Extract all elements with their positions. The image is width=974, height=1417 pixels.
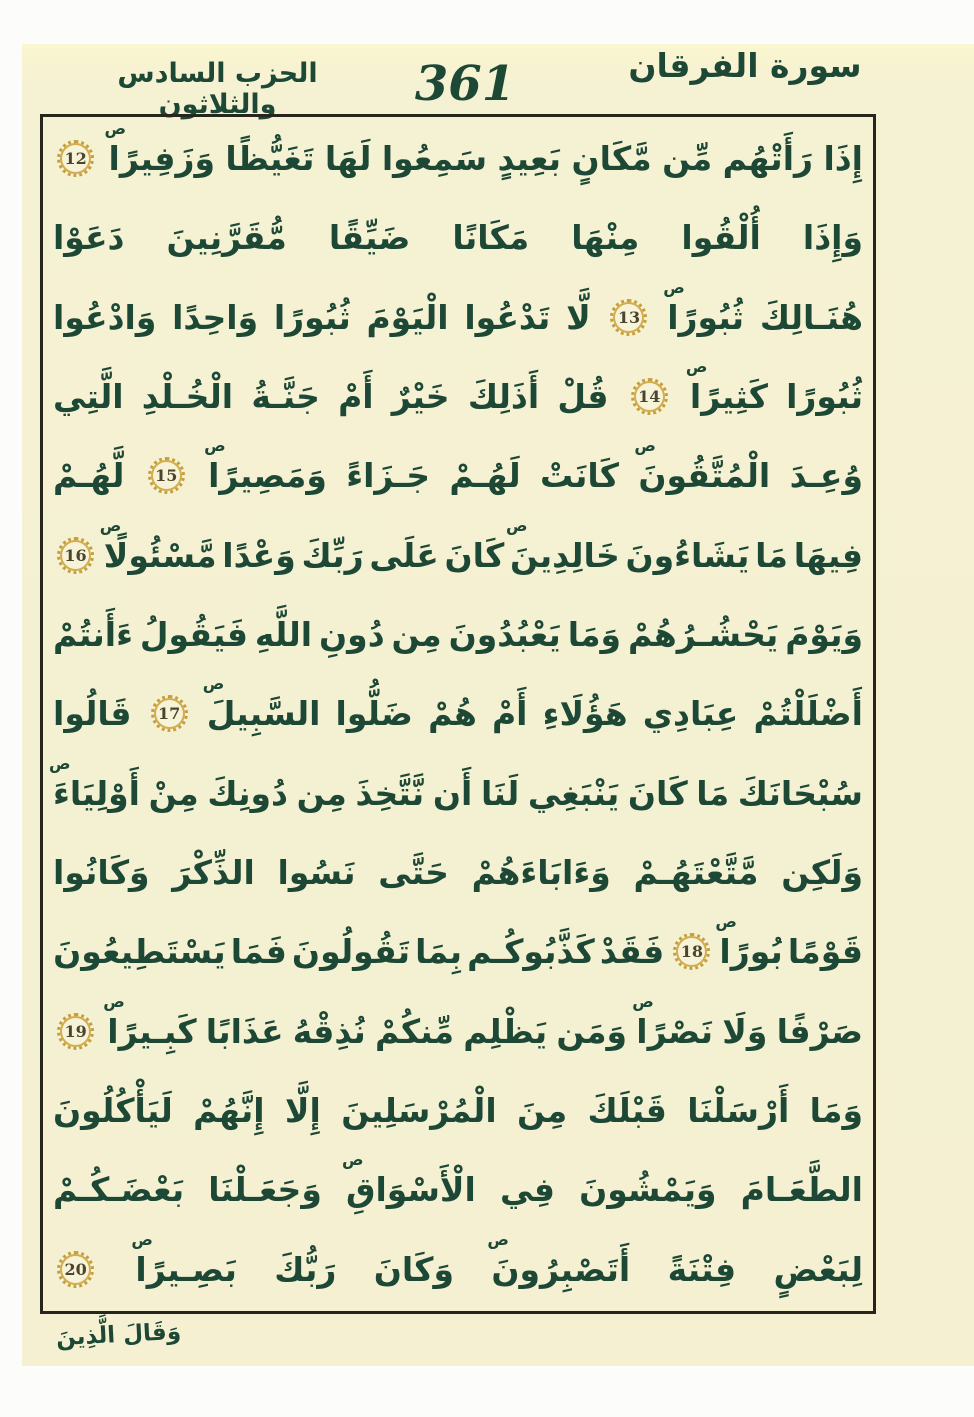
quran-word: لَّهُـمْ <box>53 456 125 496</box>
waqf-sad-mark: ص <box>685 357 708 377</box>
quran-word: وَإِذَا <box>802 218 863 258</box>
quran-word: وَاحِدًا <box>172 297 259 337</box>
quran-word: قُلْ <box>557 377 609 417</box>
quran-word: مُّقَرَّنِينَ <box>166 218 287 258</box>
quran-line <box>53 119 863 198</box>
quran-word: تَغَيُّظًا <box>225 139 315 179</box>
quran-word: وَءَابَاءَهُمْ <box>471 852 611 892</box>
quran-line <box>53 436 863 515</box>
quran-word: بِمَا <box>415 932 462 972</box>
verse-number-marker: 14 <box>631 378 668 415</box>
quran-word: عَذَابًا <box>205 1011 284 1051</box>
quran-word: الطَّعَـامَ <box>740 1170 863 1210</box>
quran-word: الْمُتَّقُونَ ص <box>634 436 771 496</box>
quran-word: مِّنكُمْ <box>375 1011 455 1051</box>
quran-word: إِذَا <box>823 139 863 179</box>
quran-word: لَهُـمْ <box>449 456 521 496</box>
quran-word: الْمُرْسَلِينَ <box>341 1090 497 1130</box>
quran-word: أُلْقُوا <box>681 218 761 258</box>
quran-word: وَيَوْمَ <box>785 615 863 654</box>
quran-word: مَّتَّعْتَهُـمْ <box>633 852 759 892</box>
verse-number-marker: 13 <box>610 299 647 336</box>
quran-word: لَهَا <box>324 139 372 179</box>
quran-word: مَكَانًا <box>452 218 530 258</box>
quran-word: قَبْلَكَ <box>587 1090 667 1130</box>
waqf-sad-mark: ص <box>506 515 528 535</box>
quran-word: عَلَى <box>369 535 439 575</box>
quran-word: السَّبِيلَ ص <box>202 674 321 734</box>
quran-word: وَلَكِن <box>781 852 863 892</box>
quran-word: مَا <box>755 535 788 575</box>
quran-line <box>53 1071 863 1150</box>
quran-word: فَقَدْ <box>599 932 665 972</box>
quran-word: رَبُّكَ <box>274 1249 337 1289</box>
quran-word: يَحْشُـرُهُمْ <box>627 615 779 654</box>
quran-word: أَضْلَلْتُمْ <box>753 694 863 734</box>
quran-word: ثُبُورًا <box>786 377 863 417</box>
quran-word: فِيهَا <box>793 535 863 575</box>
quran-word: وَادْعُوا <box>53 297 157 337</box>
catchword: وَقَالَ الَّذِينَ <box>55 1318 182 1352</box>
quran-word: سَمِعُوا <box>381 139 488 179</box>
quran-line <box>53 833 863 912</box>
quran-word: الَّتِي <box>53 377 124 417</box>
quran-word: يَعْبُدُونَ <box>448 615 561 654</box>
quran-word: لَنَا <box>480 773 520 813</box>
quran-word: وَلَا <box>722 1011 768 1051</box>
quran-word: نَّتَّخِذَ <box>355 773 425 813</box>
verse-number-marker: 18 <box>673 933 710 970</box>
quran-word: دَعَوْا <box>53 218 125 258</box>
quran-word: يَظْلِم <box>463 1011 548 1051</box>
quran-line <box>53 278 863 357</box>
quran-word: أَن <box>432 773 473 813</box>
quran-word: كَثِيرًا ص <box>685 357 768 417</box>
quran-word: كَانَ <box>444 535 505 575</box>
verse-number-marker: 16 <box>57 537 94 574</box>
quran-word: مِنْهَا <box>571 218 640 258</box>
quran-word: فِي <box>499 1170 555 1210</box>
quran-word: لَّا <box>566 297 591 337</box>
quran-word: الْخُـلْدِ <box>141 377 234 417</box>
quran-word: خَالِدِينَ ص <box>506 515 620 575</box>
quran-word: دُونِكَ <box>207 773 288 813</box>
quran-word: رَأَتْهُم <box>722 139 814 179</box>
quran-word: قَوْمًا <box>787 932 863 972</box>
quran-word: وَمَا <box>567 615 622 654</box>
quran-word: تَدْعُوا <box>464 297 551 337</box>
waqf-sad-mark: ص <box>487 1229 509 1249</box>
quran-word: وُعِـدَ <box>789 456 863 496</box>
quran-text-block <box>49 119 863 1309</box>
quran-word: يَسْتَطِيعُونَ <box>53 932 226 972</box>
quran-word: أَوْلِيَاءَ ص <box>49 753 140 813</box>
waqf-sad-mark: ص <box>341 1150 364 1170</box>
quran-word: نَسُوا <box>277 852 356 892</box>
quran-word: صَرْفًا <box>776 1011 863 1051</box>
quran-word: مَّكَانٍ <box>571 139 652 179</box>
quran-word: وَمَا <box>809 1090 863 1130</box>
quran-word: وَزَفِيرًا ص <box>104 119 215 179</box>
quran-line <box>53 516 863 595</box>
quran-word: بَصِـيرًا ص <box>131 1229 237 1289</box>
page-number: 361 <box>414 56 516 112</box>
quran-word: نَصْرًا ص <box>632 991 714 1051</box>
quran-word: أَرْسَلْنَا <box>687 1090 790 1130</box>
quran-word: ضَيِّقًا <box>328 218 411 258</box>
quran-word: هَؤُلَاءِ <box>542 694 628 734</box>
quran-line <box>53 357 863 436</box>
waqf-sad-mark: ص <box>634 436 656 456</box>
quran-word: مَّسْئُولًا ص <box>99 515 217 575</box>
quran-word: أَذَلِكَ <box>467 377 540 417</box>
waqf-sad-mark: ص <box>104 119 127 139</box>
quran-word: جَنَّـةُ <box>251 377 320 417</box>
verse-number-marker: 12 <box>57 140 94 177</box>
quran-line <box>53 912 863 991</box>
quran-word: بَعْضَـكُـمْ <box>53 1170 185 1210</box>
quran-word: ثُبُورًا <box>273 297 351 337</box>
quran-word: كَذَّبُوكُـم <box>467 932 595 972</box>
quran-word: الْأَسْوَاقِ ص <box>341 1150 476 1210</box>
waqf-sad-mark: ص <box>715 912 737 932</box>
quran-word: سُبْحَانَكَ <box>737 773 863 813</box>
quran-word: أَتَصْبِرُونَ ص <box>487 1229 631 1289</box>
quran-word: وَمَن <box>556 1011 628 1051</box>
quran-word: كَبِـيرًا ص <box>103 991 197 1051</box>
hizb-label: الحزب السادس والثلاثون <box>117 58 318 120</box>
quran-word: وَجَعَـلْنَا <box>208 1170 322 1210</box>
quran-word: إِنَّهُمْ <box>193 1090 265 1130</box>
quran-line <box>49 753 863 833</box>
verse-number-marker: 17 <box>151 695 188 732</box>
quran-word: مِن <box>296 773 347 813</box>
quran-word: وَمَصِيرًا ص <box>204 436 327 496</box>
quran-word: الذِّكْرَ <box>172 852 255 892</box>
verse-number-marker: 20 <box>57 1251 94 1288</box>
quran-word: خَيْرٌ <box>391 377 450 417</box>
quran-word: قَالُوا <box>53 694 132 734</box>
quran-word: وَكَانَ <box>373 1249 454 1289</box>
quran-word: كَانَ <box>627 773 688 813</box>
quran-line <box>53 198 863 277</box>
quran-word: لِبَعْضٍ <box>773 1249 863 1289</box>
quran-word: فَيَقُولُ <box>139 615 249 654</box>
quran-word: مِّن <box>662 139 713 179</box>
waqf-sad-mark: ص <box>663 277 685 297</box>
quran-word: فَمَا <box>230 932 287 972</box>
quran-word: ثُبُورًا ص <box>663 277 745 337</box>
quran-line <box>53 674 863 753</box>
quran-line <box>53 1150 863 1229</box>
quran-word: حَتَّى <box>378 852 449 892</box>
quran-word: مَا <box>696 773 730 813</box>
quran-line <box>53 595 863 674</box>
quran-word: إِلَّا <box>284 1090 321 1130</box>
quran-word: بَعِيدٍ <box>497 139 562 179</box>
quran-word: هُمْ <box>428 694 477 734</box>
quran-word: لَيَأْكُلُونَ <box>53 1090 173 1130</box>
quran-word: مِنَ <box>517 1090 568 1130</box>
waqf-sad-mark: ص <box>99 515 122 535</box>
quran-line <box>53 1230 863 1309</box>
quran-word: رَبِّكَ <box>301 535 364 575</box>
quran-word: وَعْدًا <box>222 535 296 575</box>
waqf-sad-mark: ص <box>49 753 71 773</box>
verse-number-marker: 19 <box>57 1013 94 1050</box>
waqf-sad-mark: ص <box>204 436 226 456</box>
quran-word: أَمْ <box>338 377 374 417</box>
quran-line <box>53 992 863 1071</box>
quran-word: نُذِقْهُ <box>292 1011 366 1051</box>
quran-word: بُورًا ص <box>715 912 783 972</box>
quran-word: ءَأَنتُمْ <box>53 615 133 654</box>
quran-word: ضَلُّوا <box>335 694 413 734</box>
quran-word: يَنْبَغِي <box>527 773 620 813</box>
quran-word: كَانَتْ <box>540 456 619 496</box>
quran-word: عِبَادِي <box>642 694 739 734</box>
text-frame <box>40 114 876 1314</box>
waqf-sad-mark: ص <box>202 674 225 694</box>
quran-word: أَمْ <box>491 694 528 734</box>
quran-word: تَقُولُونَ <box>291 932 410 972</box>
quran-word: هُنَـالِكَ <box>759 297 863 337</box>
waqf-sad-mark: ص <box>103 991 125 1011</box>
quran-word: اللَّهِ <box>254 615 313 654</box>
quran-word: يَشَاءُونَ <box>625 535 750 575</box>
quran-word: جَـزَاءً <box>346 456 430 496</box>
quran-word: مِن <box>391 615 442 654</box>
quran-word: وَيَمْشُونَ <box>579 1170 717 1210</box>
quran-word: وَكَانُوا <box>53 852 150 892</box>
quran-word: مِنْ <box>148 773 199 813</box>
verse-number-marker: 15 <box>148 457 185 494</box>
waqf-sad-mark: ص <box>131 1229 153 1249</box>
waqf-sad-mark: ص <box>632 991 654 1011</box>
quran-word: فِتْنَةً <box>667 1249 737 1289</box>
quran-word: الْيَوْمَ <box>366 297 449 337</box>
surah-title: سورة الفرقان <box>628 46 862 85</box>
quran-word: دُونِ <box>319 615 385 654</box>
